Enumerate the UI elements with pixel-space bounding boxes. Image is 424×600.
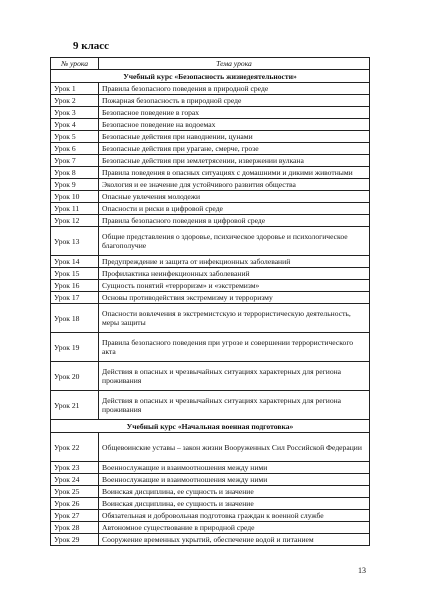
lesson-topic: Безопасное поведение на водоемах <box>99 119 370 131</box>
lesson-number: Урок 17 <box>51 292 99 304</box>
lesson-topic: Правила безопасного поведения в цифровой среде <box>99 215 370 227</box>
lesson-number: Урок 14 <box>51 256 99 268</box>
lesson-number: Урок 11 <box>51 203 99 215</box>
table-row <box>51 486 370 498</box>
lesson-number: Урок 1 <box>51 83 99 95</box>
table-row <box>51 433 370 462</box>
lesson-number: Урок 27 <box>51 510 99 522</box>
lesson-topic: Безопасные действия при наводнении, цунами <box>99 131 370 143</box>
header-lesson-number: № урока <box>51 58 99 70</box>
table-row <box>51 474 370 486</box>
lesson-number: Урок 21 <box>51 391 99 420</box>
lesson-number: Урок 18 <box>51 304 99 333</box>
table-row <box>51 119 370 131</box>
section-title-bzh: Учебный курс «Безопасность жизнедеятельности» <box>51 70 370 83</box>
lesson-topic: Экология и ее значение для устойчивого развития общества <box>99 179 370 191</box>
table-row <box>51 107 370 119</box>
lesson-topic: Автономное существование в природной среде <box>99 522 370 534</box>
section-row <box>51 420 370 433</box>
table-row <box>51 280 370 292</box>
lesson-topic: Правила безопасного поведения при угрозе и совершении террористического акта <box>99 333 370 362</box>
lesson-topic: Предупреждение и защита от инфекционных заболеваний <box>99 256 370 268</box>
lesson-number: Урок 2 <box>51 95 99 107</box>
lesson-number: Урок 22 <box>51 433 99 462</box>
table-row <box>51 83 370 95</box>
lesson-table <box>50 57 370 546</box>
lesson-topic: Правила безопасного поведения в природной среде <box>99 83 370 95</box>
section-row <box>51 70 370 83</box>
table-row <box>51 95 370 107</box>
lesson-topic: Опасности вовлечения в экстремистскую и террористическую деятельность, меры защиты <box>99 304 370 333</box>
table-row <box>51 155 370 167</box>
lesson-topic: Опасные увлечения молодежи <box>99 191 370 203</box>
lesson-topic: Опасности и риски в цифровой среде <box>99 203 370 215</box>
table-row <box>51 227 370 256</box>
grade-heading: 9 класс <box>73 40 110 52</box>
table-row <box>51 522 370 534</box>
table-row <box>51 203 370 215</box>
lesson-number: Урок 3 <box>51 107 99 119</box>
lesson-topic: Правила поведения в опасных ситуациях с домашними и дикими животными <box>99 167 370 179</box>
lesson-number: Урок 9 <box>51 179 99 191</box>
table-row <box>51 391 370 420</box>
lesson-number: Урок 26 <box>51 498 99 510</box>
table-row <box>51 143 370 155</box>
table-row <box>51 215 370 227</box>
page-number: 13 <box>358 566 366 575</box>
lesson-topic: Сооружение временных укрытий, обеспечение водой и питанием <box>99 534 370 546</box>
table-row <box>51 256 370 268</box>
table-row <box>51 498 370 510</box>
lesson-number: Урок 8 <box>51 167 99 179</box>
table-row <box>51 333 370 362</box>
lesson-topic: Основы противодействия экстремизму и терроризму <box>99 292 370 304</box>
lesson-topic: Безопасные действия при землетрясении, извержении вулкана <box>99 155 370 167</box>
lesson-topic: Действия в опасных и чрезвычайных ситуациях характерных для региона проживания <box>99 362 370 391</box>
table-row <box>51 304 370 333</box>
lesson-number: Урок 15 <box>51 268 99 280</box>
lesson-topic: Безопасное поведение в горах <box>99 107 370 119</box>
table-row <box>51 510 370 522</box>
lesson-topic: Обязательная и добровольная подготовка граждан к военной службе <box>99 510 370 522</box>
section-title-military: Учебный курс «Начальная военная подготовка» <box>51 420 370 433</box>
table-row <box>51 362 370 391</box>
lesson-number: Урок 20 <box>51 362 99 391</box>
lesson-number: Урок 19 <box>51 333 99 362</box>
table-row <box>51 167 370 179</box>
table-header-row <box>51 58 370 70</box>
lesson-topic: Профилактика неинфекционных заболеваний <box>99 268 370 280</box>
lesson-topic: Воинская дисциплина, ее сущность и значение <box>99 486 370 498</box>
lesson-topic: Сущность понятий «терроризм» и «экстремизм» <box>99 280 370 292</box>
lesson-topic: Военнослужащие и взаимоотношения между ними <box>99 474 370 486</box>
lesson-number: Урок 5 <box>51 131 99 143</box>
table-row <box>51 268 370 280</box>
lesson-number: Урок 12 <box>51 215 99 227</box>
lesson-topic: Пожарная безопасность в природной среде <box>99 95 370 107</box>
lesson-topic: Общие представления о здоровье, психическое здоровье и психологическое благополучие <box>99 227 370 256</box>
lesson-number: Урок 16 <box>51 280 99 292</box>
lesson-topic: Безопасные действия при урагане, смерче, грозе <box>99 143 370 155</box>
lesson-number: Урок 29 <box>51 534 99 546</box>
lesson-number: Урок 24 <box>51 474 99 486</box>
lesson-number: Урок 13 <box>51 227 99 256</box>
lesson-number: Урок 10 <box>51 191 99 203</box>
table-row <box>51 131 370 143</box>
table-row <box>51 462 370 474</box>
table-row <box>51 534 370 546</box>
table-row <box>51 179 370 191</box>
header-lesson-topic: Тема урока <box>99 58 370 70</box>
lesson-topic: Воинская дисциплина, ее сущность и значение <box>99 498 370 510</box>
lesson-number: Урок 25 <box>51 486 99 498</box>
lesson-number: Урок 28 <box>51 522 99 534</box>
lesson-number: Урок 4 <box>51 119 99 131</box>
lesson-number: Урок 23 <box>51 462 99 474</box>
lesson-number: Урок 7 <box>51 155 99 167</box>
table-row <box>51 191 370 203</box>
lesson-topic: Действия в опасных и чрезвычайных ситуациях характерных для региона проживания <box>99 391 370 420</box>
table-row <box>51 292 370 304</box>
lesson-number: Урок 6 <box>51 143 99 155</box>
lesson-topic: Общевоинские уставы – закон жизни Вооруженных Сил Российской Федерации <box>99 433 370 462</box>
lesson-topic: Военнослужащие и взаимоотношения между ними <box>99 462 370 474</box>
